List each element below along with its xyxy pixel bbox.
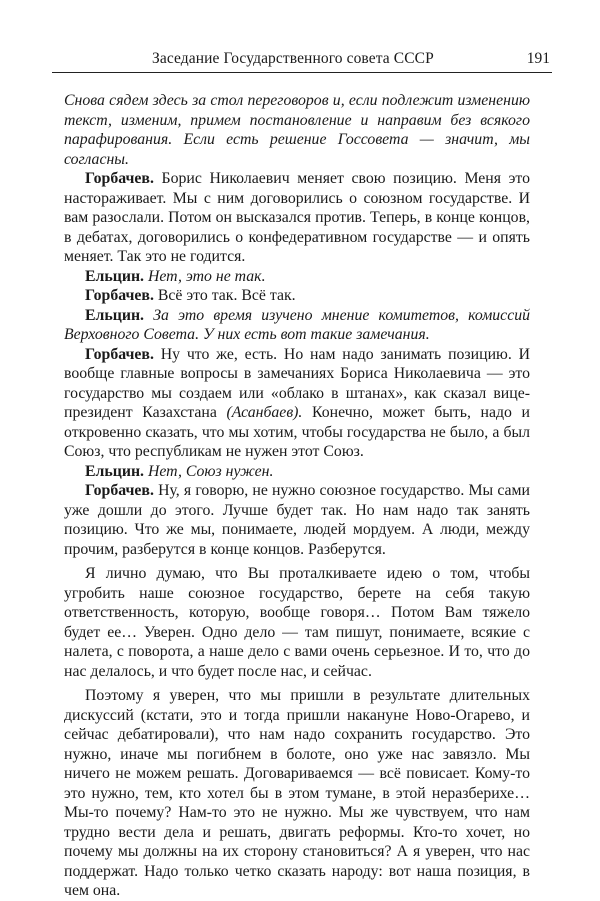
paragraph-5 [64,306,530,345]
body-text [64,91,530,901]
speaker-yeltsin: Ельцин. [85,462,145,480]
paragraph-6 [64,345,530,462]
italic-continuation: Снова сядем здесь за стол переговоров и, если подлежит изменению текст, изменим, примем постановление и направим без всякого парафирования. Если есть решение Госсовета — значит, мы согласны. [64,92,530,168]
page-number: 191 [526,50,550,67]
speech-text: Поэтому я уверен, что мы пришли в результате длительных дискуссий (кстати, это и тогда пришли накануне Ново-Огарево, и сейчас дебатировали), что нам надо сохранить государство. Это нужно, иначе мы погибнем в болоте, оно уже нас завязло. Мы ничего не можем решать. Договариваемся — всё повисает. Кому-то это нужно, тем, кто хотел бы в этом тумане, в этой неразберихе… Мы-то почему? Нам-то это не нужно. Мы же чувствуем, что нам трудно вести дела и решать, двигать реформы. Кто-то хочет, но почему мы должны на их сторону становиться? А я уверен, что нас поддержат. Надо только четко сказать народу: вот наша позиция, в чем она. [64,687,530,899]
running-title: Заседание Государственного совета СССР [152,50,434,67]
speech-text-italic: За это время изучено мнение комитетов, комиссий Верховного Совета. У них есть вот такие замечания. [64,306,530,343]
speech-text-italic: Нет, это не так. [144,267,266,285]
paragraph-7 [64,462,530,482]
speech-text: Ну, я говорю, не нужно союзное государство. Мы сами уже дошли до этого. Лучше будет так. Но нам надо так занять позицию. Что же мы, понимаете, людей мордуем. А люди, между прочим, разберутся в конце концов. Разберутся. [64,482,530,558]
speaker-gorbachev: Горбачев. [85,345,154,363]
paragraph-1 [64,91,530,169]
speaker-gorbachev: Горбачев. [85,482,154,499]
paragraph-10 [64,686,530,901]
speech-text: Ну что же, есть. Но нам надо занимать позицию. И вообще главные вопросы в замечаниях Бориса Николаевича — это государство мы создаем или «облако в штанах», как сказал вице-президент Казахстана [64,345,530,421]
paragraph-3 [64,267,530,287]
paragraph-2 [64,169,530,267]
speech-text-italic: Нет, Союз нужен. [144,462,274,480]
speaker-yeltsin: Ельцин. [85,306,145,324]
paragraph-4 [64,286,530,306]
speech-text: Я лично думаю, что Вы проталкиваете идею о том, чтобы угробить наше союзное государство, берете на себя такую ответственность, которую, вообще говоря… Потом Вам тяжело будет ее… Уверен. Одно дело — там пишут, понимаете, всякие с налета, с поворота, а наше дело с вами очень серьезное. И то, что до нас делалось, и что будет после нас, и сейчас. [64,565,530,680]
paragraph-8 [64,481,530,559]
speech-text: Борис Николаевич меняет свою позицию. Меня это настораживает. Мы с ним договорились о союзном государстве. И вам разослали. Потом он высказался против. Теперь, в конце концов, в дебатах, договорились о конфедеративном государстве — и опять меняет. Так это не годится. [64,170,530,265]
running-header [52,48,552,73]
speaker-gorbachev: Горбачев. [85,287,154,304]
speaker-gorbachev: Горбачев. [85,170,154,187]
paragraph-9 [64,564,530,681]
speech-text: Конечно, может быть, надо и откровенно сказать, что мы хотим, чтобы государства не было, а был Союз, что республикам не нужен этот Союз. [64,404,530,460]
speech-text: Всё это так. Всё так. [153,287,296,304]
speech-text-italic: (Асанбаев). [226,404,303,421]
speaker-yeltsin: Ельцин. [85,267,145,285]
